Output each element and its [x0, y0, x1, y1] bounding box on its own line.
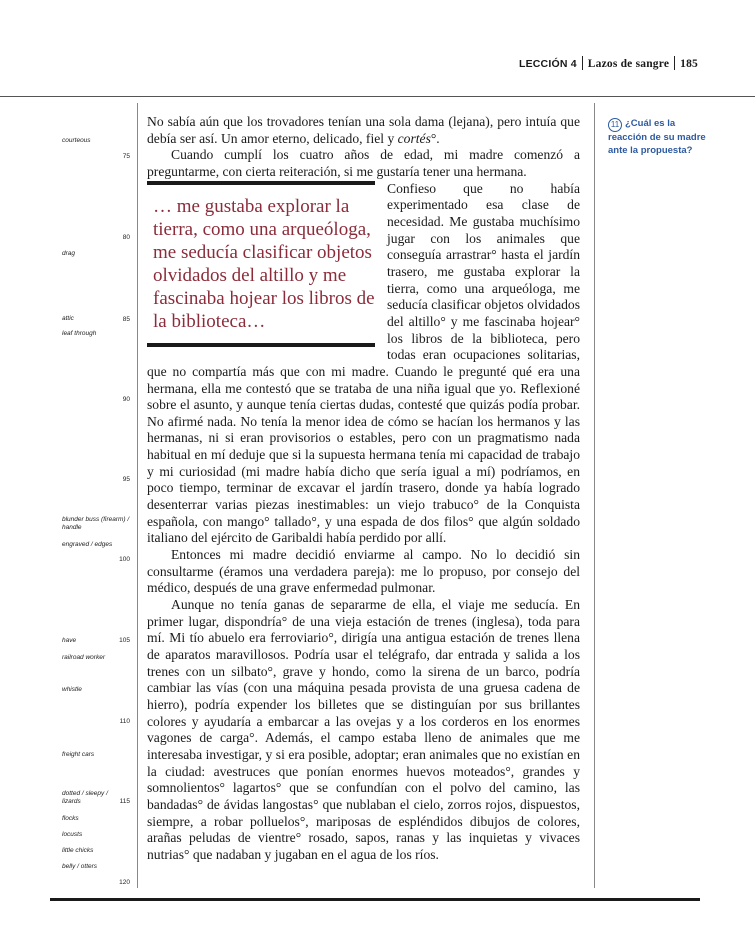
comprehension-question: [608, 118, 708, 157]
gloss-note: belly / otters: [62, 863, 98, 870]
gloss-note: dotted / sleepy / lizards: [62, 790, 108, 805]
line-number: 75: [122, 153, 130, 160]
story-text: [147, 114, 580, 864]
question-text: ¿Cuál es la reacción de su madre ante la propuesta?: [608, 118, 706, 156]
paragraph-text: Cuando cumplí los cuatro años de edad, mi madre comenzó a preguntarme, con cierta reiteración, si me gustaría tener una hermana.: [147, 147, 580, 179]
gloss-note: blunder buss (firearm) / handle: [62, 516, 130, 531]
paragraph-text: Confieso que no había experimentado esa clase de necesidad. Me gustaba muchísimo jugar con los animales que conseguía arrastrar° hasta el jardín trasero, me gustaba explorar la tierra, como una arqueóloga, me seducía clasificar objetos olvidados del altillo° y me fascinaba hojear° los libros de la biblioteca, pero todas eran ocupaciones solitarias, que no compartía más que con mi madre. Cuando le pregunté qué era una hermana, ella me contestó que se trataba de una niña igual que yo. Reflexioné sobre el asunto, y aunque tenía ciertas dudas, contesté que quizás podía probar. No afirmé nada. No tenía la menor idea de cómo se hacían los hermanos y las hermanas, ni si eran provisorios o estables, pero con un pragmatismo nada habitual en mí deduje que si la supuesta hermana tenía mi capacidad de trabajo y mi curiosidad (mi madre había dicho que sería igual a mí) podríamos, en poco tiempo, terminar de excavar el jardín trasero, donde ya había logrado desenterrar varias piezas inestimables: un viejo trabuco° de la Conquista española, con mango° tallado°, y una espada de dos filos° que algún soldado italiano del ejército de Garibaldi había perdido por allí.: [147, 180, 580, 546]
gloss-note: drag: [62, 250, 76, 257]
header-divider: [582, 56, 583, 70]
gloss-note: freight cars: [62, 751, 95, 758]
gloss-note: courteous: [62, 137, 91, 144]
line-number: 80: [122, 234, 130, 241]
line-number: 105: [119, 637, 130, 644]
line-number: 85: [122, 316, 130, 323]
header-rule: [0, 96, 755, 97]
paragraph: Aunque no tenía ganas de separarme de ella, el viaje me seducía. En primer lugar, dispondría° de una vieja estación de trenes (inglesa), toda para mí. Mi tío abuelo era ferroviario°, dirigía una antigua estación de trenes llena de aparatos maravillosos. Podría usar el telégrafo, dar entrada y salida a los trenes con un silbato°, grave y hondo, como la sirena de un barco, podría cambiar las vías (con una máquina pesada provista de una gruesa cadena de hierro), podría expender los billetes que se distinguían por sus brillantes colores y ayudaría a embarcar a las ovejas y a los corderos en los enormes vagones de carga°. Además, el campo estaba lleno de animales que me interesaba investigar, y si era posible, adoptar; eran animales que no existían en la ciudad: avestruces que ponían enormes huevos moteados°, grandes y somnolientos° lagartos° que se confundían con el polvo del camino, las bandadas° de ávidas langostas° que nublaban el cielo, zorros rojos, dispuestos, siempre, a robar polluelos°, mariposas de espléndidos dibujos de colores, arañas peludas de vientre° rosado, sapos, ranas y las inquietas y vivaces nutrias° que nadaban y jugaban en el agua de los ríos.: [147, 597, 580, 862]
question-column-divider: [594, 103, 595, 888]
gloss-note: railroad worker: [62, 654, 105, 661]
gloss-note: have: [62, 637, 77, 644]
header-divider: [674, 56, 675, 70]
line-number: 90: [122, 396, 130, 403]
paragraph: [147, 147, 580, 180]
paragraph-text: No sabía aún que los trovadores tenían una sola dama (lejana), pero intuía que debía ser así. Un amor eterno, delicado, fiel y: [147, 114, 580, 146]
footer-rule: [50, 898, 700, 901]
page-number: 185: [680, 58, 698, 70]
line-number: 110: [119, 718, 130, 725]
gloss-note: flocks: [62, 815, 79, 822]
glossed-word: cortés: [397, 130, 431, 146]
running-header: [519, 56, 698, 70]
gloss-note: whistle: [62, 686, 82, 693]
line-number: 100: [119, 556, 130, 563]
question-number-badge: 11: [608, 118, 622, 132]
paragraph: Entonces mi madre decidió enviarme al campo. No lo decidió sin consultarme (éramos una verdadera pareja): me lo propuso, por consejo del médico, después de una grave enfermedad pulmonar.: [147, 547, 580, 596]
pull-quote: … me gustaba explorar la tierra, como una arqueóloga, me seducía clasificar objetos olvidados del altillo y me fascinaba hojear los libros de la biblioteca…: [147, 181, 375, 347]
line-number: 95: [122, 476, 130, 483]
gloss-note: locusts: [62, 831, 83, 838]
lesson-title: Lazos de sangre: [587, 58, 670, 70]
gloss-note: engraved / edges: [62, 541, 113, 548]
line-number: 120: [119, 879, 130, 886]
paragraph: [147, 114, 580, 147]
gloss-column-divider: [137, 103, 138, 888]
line-number: 115: [119, 798, 130, 805]
paragraph-text: °.: [430, 130, 440, 146]
gloss-note: little chicks: [62, 847, 94, 854]
lesson-label: LECCIÓN 4: [518, 58, 577, 70]
gloss-note: leaf through: [62, 330, 97, 337]
gloss-note: attic: [62, 315, 74, 322]
